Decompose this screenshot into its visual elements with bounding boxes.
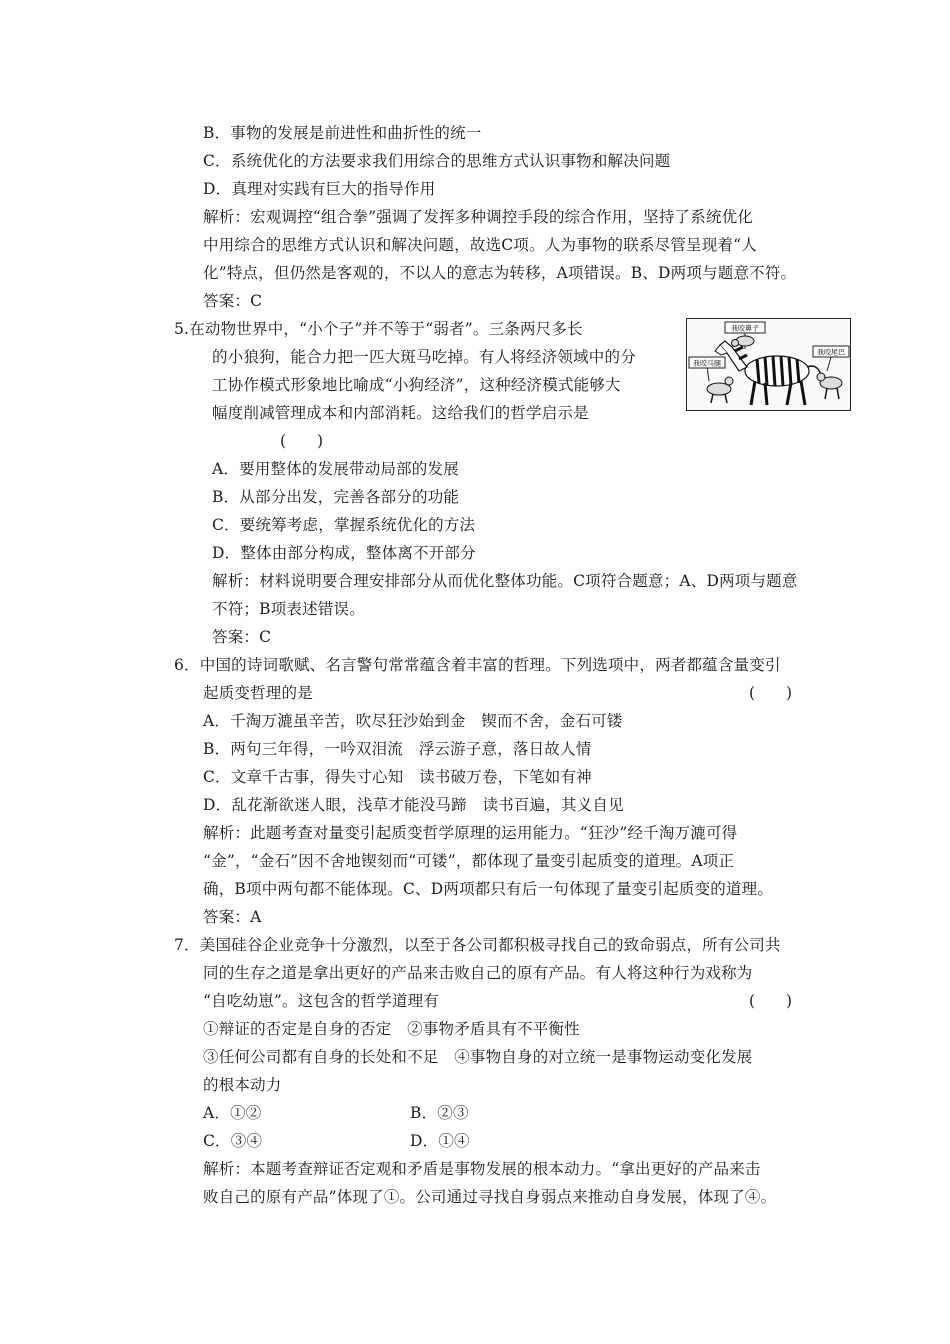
q6-option-a: A．千淘万漉虽辛苦，吹尽狂沙始到金 锲而不舍，金石可镂 (203, 712, 623, 730)
q7-analysis-line-1: 解析：本题考查辩证否定观和矛盾是事物发展的根本动力。“拿出更好的产品来击 (203, 1160, 761, 1178)
q7-statement-line-3: 的根本动力 (203, 1076, 282, 1094)
q5-answer-blank: ( ) (280, 432, 324, 450)
q7-statement-line-2: ③任何公司都有自身的长处和不足 ④事物自身的对立统一是事物运动变化发展 (203, 1048, 753, 1066)
q7-stem-line-1: 7．美国硅谷企业竞争十分激烈，以至于各公司都积极寻找自己的致命弱点，所有公司共 (174, 936, 781, 954)
q6-stem-line-2: 起质变哲理的是 (203, 684, 313, 702)
q7-option-b: B．②③ (410, 1104, 469, 1122)
q5-option-c: C．要统筹考虑，掌握系统优化的方法 (212, 516, 476, 534)
q6-analysis-line-1: 解析：此题考查对量变引起质变哲学原理的运用能力。“狂沙”经千淘万漉可得 (203, 824, 738, 842)
q5-option-a: A．要用整体的发展带动局部的发展 (212, 460, 459, 478)
q4-answer: 答案：C (203, 292, 263, 310)
cartoon-illustration (687, 319, 850, 410)
q4-option-d: D．真理对实践有巨大的指导作用 (203, 180, 436, 198)
q7-stem-line-2: 同的生存之道是拿出更好的产品来击败自己的原有产品。有人将这种行为戏称为 (203, 964, 753, 982)
q6-stem-line-1: 6．中国的诗词歌赋、名言警句常常蕴含着丰富的哲理。下列选项中，两者都蕴含量变引 (174, 656, 781, 674)
q4-analysis-line-2: 中用综合的思维方式认识和解决问题，故选C项。人为事物的联系尽管呈现着“人 (203, 236, 757, 254)
sign-tail: 我咬尾巴 (817, 348, 845, 357)
zebra-dogs-cartoon (686, 318, 851, 411)
q7-answer-blank: ( ) (749, 992, 793, 1010)
q5-stem-line-4: 幅度削减管理成本和内部消耗。这给我们的哲学启示是 (212, 404, 589, 422)
q4-option-c: C．系统优化的方法要求我们用综合的思维方式认识事物和解决问题 (203, 152, 671, 170)
q7-analysis-line-2: 败自己的原有产品”体现了①。公司通过寻找自身弱点来推动自身发展，体现了④。 (203, 1188, 777, 1206)
q6-option-c: C．文章千古事，得失寸心知 读书破万卷，下笔如有神 (203, 768, 592, 786)
q6-analysis-line-3: 确，B项中两句都不能体现。C、D两项都只有后一句体现了量变引起质变的道理。 (203, 880, 774, 898)
q7-stem-line-3: “自吃幼崽”。这包含的哲学道理有 (203, 992, 440, 1010)
q7-option-c: C．③④ (203, 1132, 263, 1150)
q4-option-b: B．事物的发展是前进性和曲折性的统一 (203, 124, 482, 142)
q5-option-d: D．整体由部分构成，整体离不开部分 (212, 544, 476, 562)
q6-answer: 答案：A (203, 908, 262, 926)
q5-stem-line-3: 工协作模式形象地比喻成“小狗经济”，这种经济模式能够大 (212, 376, 621, 394)
q7-option-d: D．①④ (410, 1132, 470, 1150)
q6-analysis-line-2: “金”，“金石”因不舍地锲刻而“可镂”，都体现了量变引起质变的道理。A项正 (203, 852, 735, 870)
q6-option-b: B．两句三年得，一吟双泪流 浮云游子意，落日故人情 (203, 740, 592, 758)
q5-option-b: B．从部分出发，完善各部分的功能 (212, 488, 460, 506)
q5-analysis-line-2: 不符；B项表述错误。 (212, 600, 365, 618)
sign-leg: 我咬马腿 (693, 359, 721, 368)
q7-statement-line-1: ①辩证的否定是自身的否定 ②事物矛盾具有不平衡性 (203, 1020, 580, 1038)
q4-analysis-line-1: 解析：宏观调控“组合拳”强调了发挥多种调控手段的综合作用，坚持了系统优化 (203, 208, 754, 226)
q4-analysis-line-3: 化”特点，但仍然是客观的，不以人的意志为转移，A项错误。B、D两项与题意不符。 (203, 264, 797, 282)
q5-stem-line-1: 5.在动物世界中，“小个子”并不等于“弱者”。三条两尺多长 (174, 320, 583, 338)
zebra-figure (715, 341, 821, 405)
q6-option-d: D．乱花渐欲迷人眼，浅草才能没马蹄 读书百遍，其义自见 (203, 796, 624, 814)
q6-answer-blank: ( ) (749, 684, 793, 702)
q5-stem-line-2: 的小狼狗，能合力把一匹大斑马吃掉。有人将经济领域中的分 (212, 348, 636, 366)
q5-analysis-line-1: 解析：材料说明要合理安排部分从而优化整体功能。C项符合题意；A、D两项与题意 (212, 572, 798, 590)
sign-nose: 我咬鼻子 (731, 324, 759, 333)
q7-option-a: A．①② (203, 1104, 262, 1122)
q5-answer: 答案：C (212, 628, 272, 646)
